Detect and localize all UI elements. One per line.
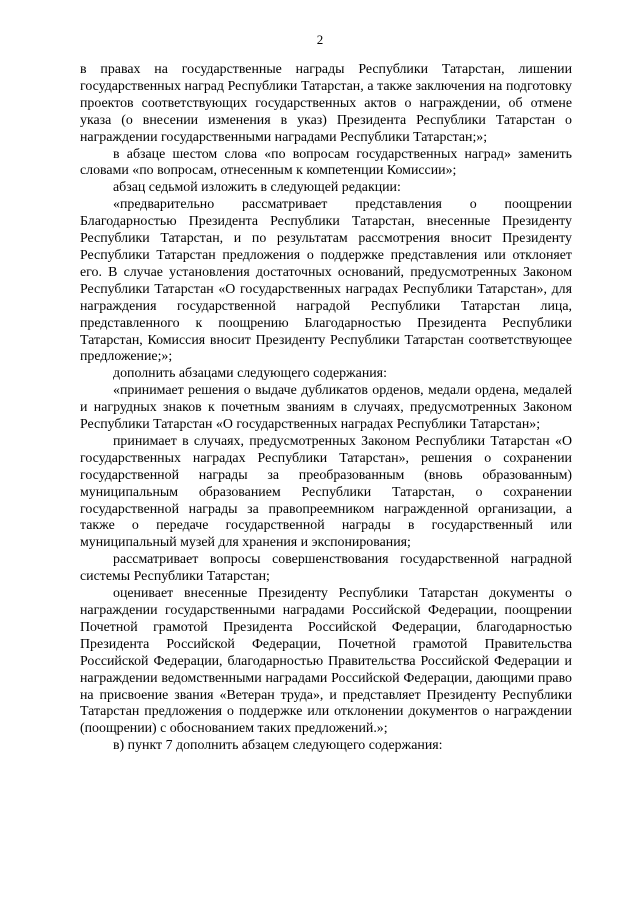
- paragraph: «предварительно рассматривает представления о поощрении Благодарностью Президента Республики Татарстан, внесенные Президенту Республики Татарстан, и по результатам рассмотрения вносит Президенту Республики Татарстан предложения о поддержке представления или отклоняет его. В случае установления достаточных оснований, предусмотренных Законом Республики Татарстан «О государственных наградах Республики Татарстан», для награждения государственной наградой Республики Татарстан лица, представленного к поощрению Благодарностью Президента Республики Татарстан, Комиссия вносит Президенту Республики Татарстан соответствующее предложение;»;: [80, 197, 572, 365]
- paragraph: абзац седьмой изложить в следующей редакции:: [113, 180, 401, 196]
- document-body: [80, 62, 572, 755]
- paragraph: «принимает решения о выдаче дубликатов орденов, медали ордена, медалей и нагрудных знаков к почетным званиям в случаях, предусмотренных Законом Республики Татарстан «О государственных наградах Республики Татарстан»;: [80, 383, 572, 433]
- paragraph: в абзаце шестом слова «по вопросам государственных наград» заменить словами «по вопросам, отнесенным к компетенции Комиссии»;: [80, 146, 572, 179]
- page-number: 2: [316, 32, 324, 47]
- paragraph: принимает в случаях, предусмотренных Законом Республики Татарстан «О государственных наградах Республики Татарстан», решения о сохранении государственной награды за преобразованным (вновь образованным) муниципальным образованием Республики Татарстан, о сохранении государственной награды за правопреемником награжденной организации, а также о передаче государственной награды в государственный или муниципальный музей для хранения и экспонирования;: [80, 433, 572, 551]
- paragraph: рассматривает вопросы совершенствования государственной наградной системы Республики Татарстан;: [80, 552, 572, 585]
- paragraph: дополнить абзацами следующего содержания:: [113, 366, 387, 382]
- paragraph: оценивает внесенные Президенту Республики Татарстан документы о награждении государственными наградами Российской Федерации, поощрении Почетной грамотой Президента Российской Федерации, благодарностью Президента Российской Федерации, Почетной грамотой Правительства Российской Федерации, благодарностью Правительства Российской Федерации и награждении ведомственными наградами Российской Федерации, дающими право на присвоение звания «Ветеран труда», и представляет Президенту Республики Татарстан предложения о поддержке или отклонении документов о награждении (поощрении) с обоснованием таких предложений.»;: [80, 586, 572, 737]
- paragraph: в) пункт 7 дополнить абзацем следующего содержания:: [113, 738, 443, 754]
- paragraph: в правах на государственные награды Республики Татарстан, лишении государственных наград Республики Татарстан, а также заключения на подготовку проектов соответствующих государственных актов о награждении, об отмене указа (о внесении изменения в указ) Президента Республики Татарстан о награждении государственными наградами Республики Татарстан;»;: [80, 62, 572, 145]
